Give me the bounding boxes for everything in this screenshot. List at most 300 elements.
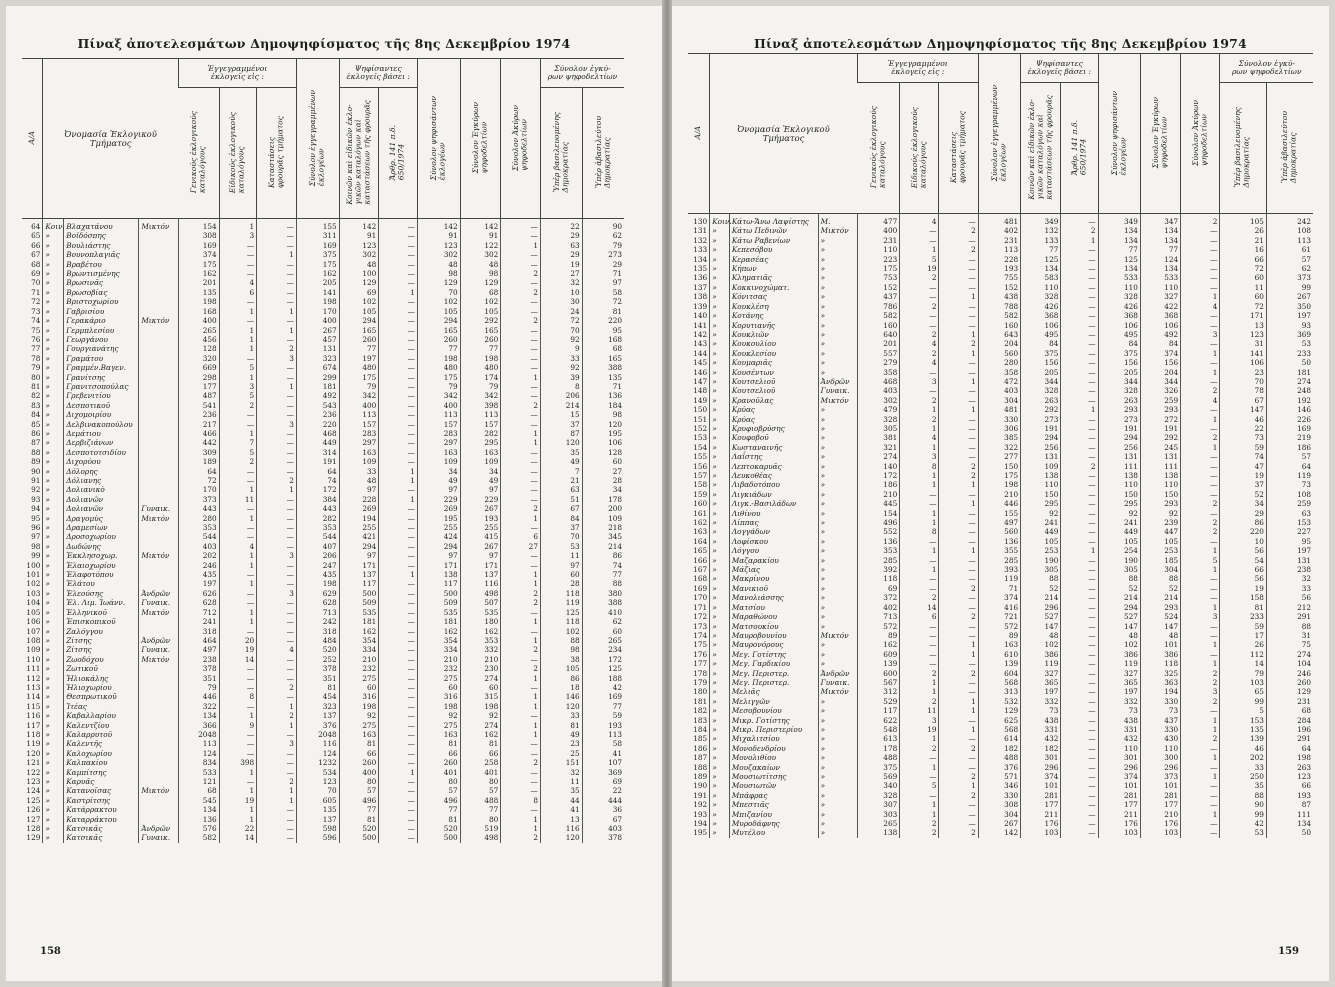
uncrowned-democracy-cell: 22 (582, 786, 624, 795)
total-voted-cell: 129 (417, 278, 460, 287)
garrison-lists-cell: — (257, 674, 297, 683)
voted-art141-cell: — (1061, 424, 1098, 433)
row-number-cell: 78 (31, 353, 41, 363)
row-number-cell: 123 (26, 777, 41, 787)
garrison-lists-cell: — (939, 302, 978, 311)
row-number-cell: 104 (26, 598, 41, 608)
total-voted-cell: 500 (417, 589, 460, 598)
kind-cell: » (710, 349, 730, 358)
garrison-lists-cell: 1 (939, 349, 978, 358)
kind-cell: » (43, 551, 64, 560)
voted-common-cell: 281 (1021, 791, 1061, 800)
voted-art141-cell: — (379, 504, 418, 513)
total-registered-cell: 267 (978, 819, 1020, 828)
voted-art141-cell: — (1061, 358, 1098, 367)
voted-art141-cell: — (1061, 499, 1098, 508)
invalid-cell: 1 (1181, 292, 1220, 301)
uncrowned-democracy-cell: 73 (1266, 480, 1313, 489)
row-number-cell: 152 (693, 423, 708, 433)
valid-cell: 253 (1140, 546, 1180, 555)
row-number-cell: 89 (31, 457, 41, 467)
total-registered-cell: 346 (978, 781, 1020, 790)
valid-cell: 147 (1140, 621, 1180, 630)
general-lists-cell: 353 (857, 546, 899, 555)
total-voted-cell: 177 (1098, 800, 1140, 809)
section-name-cell: Μαραθώνου (729, 612, 818, 621)
total-voted-cell: 77 (417, 805, 460, 814)
table-row (22, 636, 624, 645)
invalid-cell: 8 (501, 796, 541, 805)
header-valid: Σύνολον Ἐγκύρων ψηφοδελτίων (460, 59, 501, 219)
special-lists-cell: — (900, 537, 939, 546)
section-name-cell: Ἐλαιοχωρίου (64, 561, 139, 570)
section-name-cell: Γερμπλεσίου (64, 325, 139, 334)
special-lists-cell: — (900, 791, 939, 800)
total-registered-cell: 403 (978, 386, 1020, 395)
invalid-cell: 2 (501, 758, 541, 767)
garrison-lists-cell: 2 (939, 471, 978, 480)
general-lists-cell: 238 (178, 655, 219, 664)
table-row (688, 697, 1313, 706)
valid-cell: 97 (460, 551, 501, 560)
table-row (688, 273, 1313, 282)
total-voted-cell: 195 (417, 514, 460, 523)
total-registered-cell: 492 (296, 391, 339, 400)
section-type-cell: Μικτόν (139, 514, 179, 523)
uncrowned-democracy-cell: 181 (1266, 368, 1313, 377)
valid-cell: 81 (460, 739, 501, 748)
row-number-cell: 103 (26, 588, 41, 598)
section-type-cell: » (818, 368, 857, 377)
row-number-cell: 136 (693, 273, 708, 283)
uncrowned-democracy-cell: 34 (582, 485, 624, 494)
special-lists-cell: 9 (219, 721, 257, 730)
valid-cell: 259 (1140, 396, 1180, 405)
total-registered-cell: 220 (296, 420, 339, 429)
general-lists-cell: 569 (857, 772, 899, 781)
special-lists-cell: 1 (219, 786, 257, 795)
uncrowned-democracy-cell: 193 (1266, 791, 1313, 800)
general-lists-cell: 69 (857, 584, 899, 593)
valid-cell: 492 (1140, 330, 1180, 339)
table-row (22, 504, 624, 513)
uncrowned-democracy-cell: 28 (582, 476, 624, 485)
row-number-cell: 82 (31, 391, 41, 401)
crowned-democracy-cell: 8 (540, 382, 582, 391)
kind-cell: » (710, 791, 730, 800)
general-lists-cell: 572 (857, 621, 899, 630)
special-lists-cell: — (219, 589, 257, 598)
special-lists-cell: 5 (900, 781, 939, 790)
valid-cell: 79 (460, 382, 501, 391)
garrison-lists-cell: — (939, 452, 978, 461)
voted-art141-cell: — (1061, 537, 1098, 546)
voted-common-cell: 260 (339, 335, 379, 344)
garrison-lists-cell: 2 (257, 683, 297, 692)
section-type-cell (139, 335, 179, 344)
total-voted-cell: 181 (417, 617, 460, 626)
row-number-cell: 71 (31, 287, 41, 297)
garrison-lists-cell: 1 (939, 292, 978, 301)
total-voted-cell: 84 (1098, 339, 1140, 348)
valid-cell: 347 (1140, 214, 1180, 227)
section-type-cell: Γυναικ. (139, 504, 179, 513)
kind-cell: » (43, 655, 64, 664)
section-name-cell: Μαυρονόρους (729, 640, 818, 649)
total-voted-cell: 297 (417, 438, 460, 447)
voted-art141-cell: — (379, 711, 418, 720)
garrison-lists-cell: — (257, 467, 297, 476)
garrison-lists-cell: — (257, 626, 297, 635)
voted-art141-cell: — (1061, 320, 1098, 329)
valid-cell: 302 (460, 250, 501, 259)
general-lists-cell: 154 (857, 509, 899, 518)
voted-art141-cell: — (379, 532, 418, 541)
total-registered-cell: 119 (978, 574, 1020, 583)
crowned-democracy-cell: 141 (1220, 349, 1266, 358)
voted-art141-cell: 1 (1061, 236, 1098, 245)
section-name-cell: Διχορύου (64, 457, 139, 466)
garrison-lists-cell: 2 (939, 245, 978, 254)
total-voted-cell: 328 (1098, 292, 1140, 301)
row-number-cell: 184 (693, 724, 708, 734)
invalid-cell: 2 (1181, 678, 1220, 687)
garrison-lists-cell: 1 (939, 781, 978, 790)
garrison-lists-cell: 3 (257, 589, 297, 598)
general-lists-cell: 834 (178, 758, 219, 767)
invalid-cell: — (1181, 763, 1220, 772)
crowned-democracy-cell: 66 (1220, 565, 1266, 574)
kind-cell: » (710, 556, 730, 565)
total-voted-cell: 57 (417, 786, 460, 795)
special-lists-cell: — (219, 739, 257, 748)
table-row (22, 786, 624, 795)
general-lists-cell: 72 (178, 476, 219, 485)
voted-art141-cell: — (379, 269, 418, 278)
garrison-lists-cell: — (257, 373, 297, 382)
row-number-cell: 93 (31, 494, 41, 504)
general-lists-cell: 373 (178, 495, 219, 504)
valid-cell: 342 (460, 391, 501, 400)
section-type-cell: » (818, 264, 857, 273)
section-type-cell (139, 674, 179, 683)
section-name-cell: Ἐκκλησοχωρ. (64, 551, 139, 560)
garrison-lists-cell: — (257, 542, 297, 551)
special-lists-cell: — (219, 316, 257, 325)
garrison-lists-cell: 1 (939, 405, 978, 414)
total-registered-cell: 64 (296, 467, 339, 476)
total-registered-cell: 304 (978, 396, 1020, 405)
total-registered-cell: 206 (296, 551, 339, 560)
section-type-cell (139, 373, 179, 382)
invalid-cell: 1 (501, 438, 541, 447)
table-row (688, 283, 1313, 292)
total-registered-cell: 277 (978, 452, 1020, 461)
voted-art141-cell: — (1061, 214, 1098, 227)
uncrowned-democracy-cell: 178 (582, 495, 624, 504)
section-type-cell: Γυναικ. (139, 645, 179, 654)
voted-common-cell: 133 (1021, 236, 1061, 245)
total-registered-cell: 449 (296, 438, 339, 447)
kind-cell: » (43, 260, 64, 269)
crowned-democracy-cell: 120 (540, 702, 582, 711)
uncrowned-democracy-cell: 134 (1266, 819, 1313, 828)
voted-art141-cell: — (379, 626, 418, 635)
row-number-cell: 163 (693, 527, 708, 537)
special-lists-cell: 1 (900, 565, 939, 574)
row-number-cell: 101 (26, 570, 41, 580)
total-voted-cell: 98 (417, 269, 460, 278)
crowned-democracy-cell: 16 (1220, 245, 1266, 254)
crowned-democracy-cell: 49 (540, 730, 582, 739)
special-lists-cell: 4 (219, 542, 257, 551)
special-lists-cell: — (900, 772, 939, 781)
uncrowned-democracy-cell: 87 (1266, 800, 1313, 809)
uncrowned-democracy-cell: 109 (582, 514, 624, 523)
garrison-lists-cell: 3 (257, 739, 297, 748)
crowned-democracy-cell: 67 (540, 504, 582, 513)
voted-common-cell: 255 (339, 523, 379, 532)
voted-common-cell: 100 (339, 269, 379, 278)
total-voted-cell: 260 (417, 758, 460, 767)
voted-common-cell: 241 (1021, 518, 1061, 527)
kind-cell: » (43, 401, 64, 410)
table-row (22, 796, 624, 805)
crowned-democracy-cell: 86 (1220, 518, 1266, 527)
table-row (688, 687, 1313, 696)
total-registered-cell: 610 (978, 650, 1020, 659)
row-number-cell: 109 (26, 645, 41, 655)
garrison-lists-cell: 1 (939, 640, 978, 649)
voted-art141-cell: — (1061, 791, 1098, 800)
total-registered-cell: 247 (296, 561, 339, 570)
uncrowned-democracy-cell: 90 (582, 219, 624, 232)
row-number-cell: 176 (693, 649, 708, 659)
table-row (22, 561, 624, 570)
general-lists-cell: 198 (178, 297, 219, 306)
total-registered-cell: 378 (296, 664, 339, 673)
table-row (688, 264, 1313, 273)
general-lists-cell: 477 (857, 214, 899, 227)
row-number-cell: 168 (693, 574, 708, 584)
kind-cell: » (43, 730, 64, 739)
total-registered-cell: 330 (978, 415, 1020, 424)
section-name-cell: Ἡλιοχωρίου (64, 683, 139, 692)
general-lists-cell: 328 (857, 791, 899, 800)
row-number-cell: 137 (693, 282, 708, 292)
total-voted-cell: 316 (417, 692, 460, 701)
section-type-cell: Μικτόν (818, 226, 857, 235)
total-voted-cell: 283 (417, 429, 460, 438)
general-lists-cell: 374 (178, 250, 219, 259)
section-name-cell: Λόγγου (729, 546, 818, 555)
voted-common-cell: 349 (1021, 214, 1061, 227)
section-type-cell: Γυναικ. (818, 386, 857, 395)
row-number-cell: 112 (26, 673, 41, 683)
section-type-cell: » (818, 565, 857, 574)
special-lists-cell: 3 (900, 452, 939, 461)
uncrowned-democracy-cell: 120 (582, 420, 624, 429)
general-lists-cell: 786 (857, 302, 899, 311)
total-registered-cell: 282 (296, 514, 339, 523)
crowned-democracy-cell: 79 (1220, 669, 1266, 678)
crowned-democracy-cell: 88 (540, 636, 582, 645)
kind-cell: » (43, 608, 64, 617)
kind-cell: » (710, 405, 730, 414)
uncrowned-democracy-cell: 410 (582, 608, 624, 617)
uncrowned-democracy-cell: 378 (582, 833, 624, 842)
kind-cell: » (710, 330, 730, 339)
total-voted-cell: 190 (1098, 556, 1140, 565)
general-lists-cell: 201 (857, 339, 899, 348)
voted-art141-cell: — (379, 824, 418, 833)
voted-common-cell: 157 (339, 420, 379, 429)
total-registered-cell: 721 (978, 612, 1020, 621)
kind-cell: » (43, 674, 64, 683)
voted-art141-cell: — (1061, 800, 1098, 809)
special-lists-cell: 4 (900, 214, 939, 227)
table-row (22, 219, 624, 232)
invalid-cell: — (501, 278, 541, 287)
invalid-cell: — (501, 363, 541, 372)
row-number-cell: 159 (693, 489, 708, 499)
section-type-cell (139, 391, 179, 400)
header-valid-group: Σύνολον ἐγκύ- ρων ψηφοδελτίων (1220, 54, 1313, 83)
voted-art141-cell: — (1061, 584, 1098, 593)
kind-cell: » (710, 819, 730, 828)
voted-art141-cell: — (379, 645, 418, 654)
voted-common-cell: 426 (1021, 302, 1061, 311)
total-voted-cell: 241 (1098, 518, 1140, 527)
section-name-cell: Κρύας (729, 415, 818, 424)
special-lists-cell: 19 (219, 645, 257, 654)
garrison-lists-cell: — (257, 278, 297, 287)
uncrowned-democracy-cell: 79 (582, 241, 624, 250)
uncrowned-democracy-cell: 388 (582, 363, 624, 372)
kind-cell: » (43, 448, 64, 457)
section-name-cell: Βουλιάστης (64, 241, 139, 250)
table-row (688, 791, 1313, 800)
voted-common-cell: 210 (339, 655, 379, 664)
header-common-lists: Κοινῶν καὶ εἰδικῶν ἐκλο- γικῶν καταλόγων καὶ καταστάσεων τῆς φρουρᾶς (339, 88, 379, 219)
special-lists-cell: 1 (219, 307, 257, 316)
invalid-cell: 1 (501, 674, 541, 683)
special-lists-cell: — (219, 241, 257, 250)
table-row (22, 608, 624, 617)
voted-common-cell: 162 (339, 626, 379, 635)
crowned-democracy-cell: 112 (1220, 650, 1266, 659)
uncrowned-democracy-cell: 60 (582, 457, 624, 466)
general-lists-cell: 381 (857, 433, 899, 442)
total-voted-cell: 97 (417, 551, 460, 560)
total-registered-cell: 267 (296, 325, 339, 334)
voted-common-cell: 142 (339, 219, 379, 232)
general-lists-cell: 403 (857, 386, 899, 395)
total-registered-cell: 454 (296, 692, 339, 701)
general-lists-cell: 372 (857, 593, 899, 602)
section-type-cell: » (818, 236, 857, 245)
section-type-cell: » (818, 509, 857, 518)
special-lists-cell: 20 (219, 636, 257, 645)
total-registered-cell: 160 (978, 320, 1020, 329)
kind-cell: » (43, 542, 64, 551)
special-lists-cell: — (900, 236, 939, 245)
section-type-cell (139, 297, 179, 306)
row-number-cell: 158 (693, 480, 708, 490)
garrison-lists-cell: — (939, 574, 978, 583)
table-row (688, 358, 1313, 367)
general-lists-cell: 545 (178, 796, 219, 805)
general-lists-cell: 392 (857, 565, 899, 574)
row-number-cell: 72 (31, 297, 41, 307)
crowned-democracy-cell: 59 (1220, 621, 1266, 630)
invalid-cell: — (501, 749, 541, 758)
valid-cell: 110 (1140, 283, 1180, 292)
general-lists-cell: 231 (857, 236, 899, 245)
total-voted-cell: 102 (417, 297, 460, 306)
voted-common-cell: 60 (339, 683, 379, 692)
table-row (22, 523, 624, 532)
invalid-cell: — (1181, 226, 1220, 235)
voted-common-cell: 84 (1021, 339, 1061, 348)
table-row (688, 763, 1313, 772)
special-lists-cell: 19 (900, 264, 939, 273)
table-row (688, 330, 1313, 339)
table-row (22, 354, 624, 363)
special-lists-cell: 1 (219, 805, 257, 814)
total-voted-cell: 123 (417, 241, 460, 250)
crowned-democracy-cell: 90 (1220, 800, 1266, 809)
table-row (688, 716, 1313, 725)
total-registered-cell: 330 (978, 791, 1020, 800)
invalid-cell: 2 (1181, 386, 1220, 395)
section-name-cell: Μικρ. Γοτίστης (729, 716, 818, 725)
crowned-democracy-cell: 11 (540, 777, 582, 786)
section-name-cell: Γρανίτσης (64, 373, 139, 382)
invalid-cell: 1 (1181, 565, 1220, 574)
garrison-lists-cell: 1 (939, 480, 978, 489)
invalid-cell: 3 (1181, 612, 1220, 621)
invalid-cell: — (1181, 264, 1220, 273)
voted-common-cell: 273 (1021, 415, 1061, 424)
special-lists-cell: 2 (900, 415, 939, 424)
garrison-lists-cell: 4 (257, 645, 297, 654)
row-number-cell: 92 (31, 485, 41, 495)
general-lists-cell: 136 (178, 815, 219, 824)
special-lists-cell: 1 (219, 579, 257, 588)
table-row (688, 527, 1313, 536)
special-lists-cell: — (219, 250, 257, 259)
voted-art141-cell: — (1061, 612, 1098, 621)
total-registered-cell: 713 (296, 608, 339, 617)
crowned-democracy-cell: 38 (540, 655, 582, 664)
general-lists-cell: 302 (857, 396, 899, 405)
row-number-cell: 150 (693, 405, 708, 415)
general-lists-cell: 2048 (178, 730, 219, 739)
section-name-cell: Θεσπρωτικοῦ (64, 692, 139, 701)
garrison-lists-cell: — (939, 716, 978, 725)
voted-art141-cell: — (1061, 415, 1098, 424)
garrison-lists-cell: — (939, 368, 978, 377)
valid-cell: 292 (1140, 433, 1180, 442)
kind-cell: » (710, 273, 730, 282)
section-type-cell: » (818, 781, 857, 790)
section-name-cell: Κάτω-Ἄνω Λαψίστης (729, 214, 818, 227)
general-lists-cell: 135 (178, 288, 219, 297)
invalid-cell: 2 (501, 589, 541, 598)
total-voted-cell: 401 (417, 768, 460, 777)
crowned-democracy-cell: 98 (540, 645, 582, 654)
